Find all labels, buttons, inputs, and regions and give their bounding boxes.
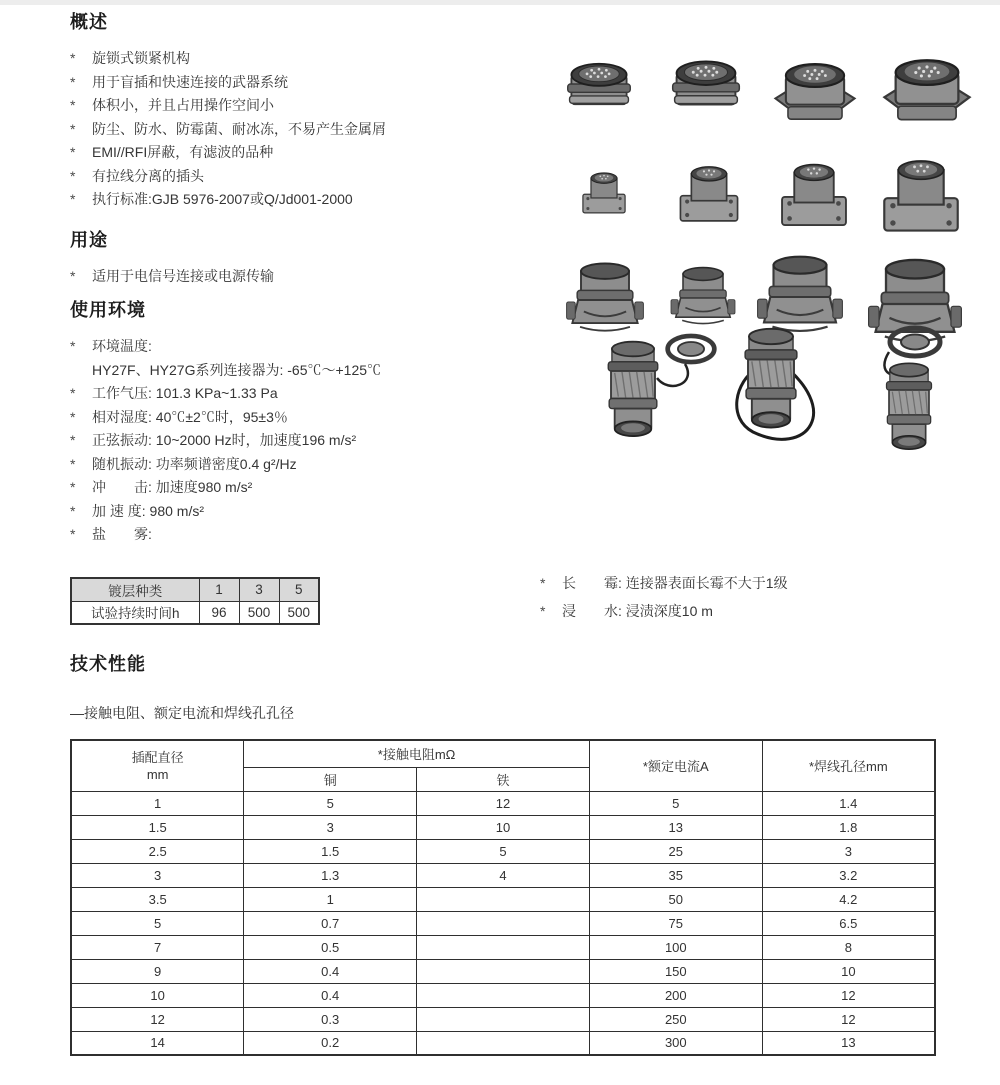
bullet-item <box>70 476 560 500</box>
bullet-text: 正弦振动: 10~2000 Hz时，加速度196 m/s² <box>92 432 357 448</box>
bullet-item <box>70 47 550 71</box>
plating-time-value: 500 <box>279 601 319 624</box>
cell-iron-resistance <box>417 911 590 935</box>
bullet-marker: * <box>70 432 76 448</box>
cell-diameter: 9 <box>71 959 244 983</box>
overview-list <box>70 47 550 212</box>
bullet-item <box>70 429 560 453</box>
table-row <box>71 887 935 911</box>
cell-diameter: 5 <box>71 911 244 935</box>
tech-title: 技术性能 <box>70 654 146 674</box>
section-usage <box>70 226 550 289</box>
cell-copper-resistance: 0.4 <box>244 983 417 1007</box>
bullet-marker: * <box>70 120 76 137</box>
connector-photo-collage <box>545 30 985 465</box>
bullet-marker: * <box>70 338 76 354</box>
table-row <box>71 1007 935 1031</box>
bullet-item <box>540 597 788 625</box>
plating-type-value: 3 <box>239 578 279 601</box>
bullet-text: 环境温度: <box>92 338 152 354</box>
connector-photo-svg <box>545 30 985 460</box>
bullet-text: 随机振动: 功率频谱密度0.4 g²/Hz <box>92 455 297 472</box>
table-row <box>71 911 935 935</box>
cell-rated-current: 100 <box>589 935 762 959</box>
bullet-marker: * <box>70 455 76 472</box>
bullet-item <box>70 335 560 359</box>
bullet-text: 执行标准:GJB 5976-2007或Q/Jd001-2000 <box>92 191 353 207</box>
bullet-text: 体积小，并且占用操作空间小 <box>92 97 274 113</box>
environment-list <box>70 335 560 547</box>
cell-copper-resistance: 0.5 <box>244 935 417 959</box>
bullet-item <box>70 141 550 165</box>
bullet-marker: * <box>540 603 546 619</box>
table-row <box>71 791 935 815</box>
bullet-text: EMI//RFI屏蔽，有滤波的品种 <box>92 144 274 160</box>
cell-solder-hole: 12 <box>762 983 935 1007</box>
col-header-diameter-text: 插配直径 <box>131 749 184 765</box>
cell-diameter: 10 <box>71 983 244 1007</box>
bullet-marker: * <box>70 385 76 401</box>
cell-diameter: 3.5 <box>71 887 244 911</box>
plating-time-label: 试验持续时间h <box>71 601 199 624</box>
col-header-diameter-unit: mm <box>146 766 169 782</box>
table-row <box>71 740 935 767</box>
cell-iron-resistance <box>417 959 590 983</box>
bullet-text: 旋锁式锁紧机构 <box>92 50 190 66</box>
table-row <box>71 959 935 983</box>
table-row <box>71 1031 935 1055</box>
table-row <box>71 863 935 887</box>
overview-title: 概述 <box>70 12 108 32</box>
section-extra-environment <box>540 569 788 625</box>
bullet-text: 有拉线分离的插头 <box>92 167 204 184</box>
environment-title: 使用环境 <box>70 300 146 320</box>
bullet-item <box>70 265 550 289</box>
bullet-item <box>70 118 550 142</box>
bullet-text: 盐 雾: <box>92 526 152 542</box>
plating-duration-table <box>70 577 320 625</box>
bullet-marker: * <box>540 575 546 591</box>
bullet-marker: * <box>70 526 76 542</box>
cell-iron-resistance: 4 <box>417 863 590 887</box>
cell-copper-resistance: 1.5 <box>244 839 417 863</box>
cell-copper-resistance: 1.3 <box>244 863 417 887</box>
bullet-text: 冲 击: 加速度980 m/s² <box>92 479 253 495</box>
cell-iron-resistance: 10 <box>417 815 590 839</box>
bullet-item <box>70 188 550 212</box>
bullet-marker: * <box>70 167 76 184</box>
section-tech-performance <box>70 650 936 1056</box>
col-header-iron: 铁 <box>417 767 590 791</box>
plating-duration-table-wrap <box>70 577 320 625</box>
cell-solder-hole: 3 <box>762 839 935 863</box>
performance-table-body <box>71 791 935 1055</box>
cell-diameter: 12 <box>71 1007 244 1031</box>
bullet-item <box>70 94 550 118</box>
bullet-marker: * <box>70 191 76 207</box>
cell-diameter: 1.5 <box>71 815 244 839</box>
tech-subtitle: —接触电阻、额定电流和焊线孔孔径 <box>70 705 294 721</box>
col-header-solder-hole: *焊线孔径mm <box>762 740 935 791</box>
cell-iron-resistance: 12 <box>417 791 590 815</box>
cell-solder-hole: 4.2 <box>762 887 935 911</box>
bullet-text: 防尘、防水、防霉菌、耐冰冻，不易产生金属屑 <box>92 120 386 137</box>
table-row <box>71 578 319 601</box>
cell-copper-resistance: 0.2 <box>244 1031 417 1055</box>
col-header-rated-current: *额定电流A <box>589 740 762 791</box>
plating-time-value: 500 <box>239 601 279 624</box>
cell-iron-resistance <box>417 983 590 1007</box>
bullet-text: 适用于电信号连接或电源传输 <box>92 268 274 284</box>
bullet-text: 浸 水: 浸渍深度10 m <box>562 603 713 619</box>
cell-copper-resistance: 0.4 <box>244 959 417 983</box>
bullet-marker: * <box>70 97 76 113</box>
bullet-item <box>70 406 560 430</box>
performance-table-head <box>71 740 935 791</box>
table-row <box>71 935 935 959</box>
bullet-text: HY27F、HY27G系列连接器为: -65℃～+125℃ <box>92 361 382 378</box>
bullet-item <box>70 523 560 547</box>
section-environment <box>70 296 560 547</box>
cell-diameter: 2.5 <box>71 839 244 863</box>
cell-copper-resistance: 0.7 <box>244 911 417 935</box>
bullet-text: 工作气压: 101.3 KPa~1.33 Pa <box>92 385 278 401</box>
plating-type-value: 1 <box>199 578 239 601</box>
cell-iron-resistance: 5 <box>417 839 590 863</box>
cell-iron-resistance <box>417 887 590 911</box>
cell-rated-current: 75 <box>589 911 762 935</box>
bullet-marker: * <box>70 73 76 90</box>
bullet-item <box>70 359 560 383</box>
cell-iron-resistance <box>417 1007 590 1031</box>
cell-diameter: 7 <box>71 935 244 959</box>
bullet-item <box>70 453 560 477</box>
cell-copper-resistance: 0.3 <box>244 1007 417 1031</box>
usage-title: 用途 <box>70 230 108 250</box>
cell-rated-current: 200 <box>589 983 762 1007</box>
cell-rated-current: 150 <box>589 959 762 983</box>
table-row <box>71 601 319 624</box>
cell-solder-hole: 10 <box>762 959 935 983</box>
page-top-edge <box>0 0 1000 5</box>
cell-solder-hole: 8 <box>762 935 935 959</box>
bullet-text: 加 速 度: 980 m/s² <box>92 502 205 519</box>
cell-solder-hole: 1.4 <box>762 791 935 815</box>
cell-rated-current: 5 <box>589 791 762 815</box>
cell-copper-resistance: 3 <box>244 815 417 839</box>
cell-rated-current: 13 <box>589 815 762 839</box>
bullet-text: 长 霉: 连接器表面长霉不大于1级 <box>562 575 788 591</box>
cell-diameter: 3 <box>71 863 244 887</box>
cell-copper-resistance: 1 <box>244 887 417 911</box>
col-header-diameter <box>71 740 244 791</box>
bullet-marker: * <box>70 479 76 495</box>
cell-diameter: 14 <box>71 1031 244 1055</box>
section-overview <box>70 8 550 212</box>
bullet-item <box>70 500 560 524</box>
bullet-marker: * <box>70 268 76 284</box>
cell-solder-hole: 13 <box>762 1031 935 1055</box>
plating-type-value: 5 <box>279 578 319 601</box>
col-header-contact-resistance: *接触电阻mΩ <box>244 740 590 767</box>
cell-solder-hole: 3.2 <box>762 863 935 887</box>
usage-list <box>70 265 550 289</box>
cell-solder-hole: 1.8 <box>762 815 935 839</box>
plating-time-value: 96 <box>199 601 239 624</box>
cell-diameter: 1 <box>71 791 244 815</box>
bullet-marker: * <box>70 502 76 519</box>
cell-rated-current: 25 <box>589 839 762 863</box>
plating-type-label: 镀层种类 <box>71 578 199 601</box>
cell-rated-current: 300 <box>589 1031 762 1055</box>
bullet-item <box>70 165 550 189</box>
cell-solder-hole: 12 <box>762 1007 935 1031</box>
cell-copper-resistance: 5 <box>244 791 417 815</box>
cell-iron-resistance <box>417 935 590 959</box>
bullet-marker: * <box>70 408 76 425</box>
cell-iron-resistance <box>417 1031 590 1055</box>
cell-solder-hole: 6.5 <box>762 911 935 935</box>
bullet-text: 用于盲插和快速连接的武器系统 <box>92 73 288 90</box>
table-row <box>71 815 935 839</box>
col-header-copper: 铜 <box>244 767 417 791</box>
bullet-marker: * <box>70 50 76 66</box>
performance-table <box>70 739 936 1056</box>
extra-environment-list <box>540 569 788 625</box>
cell-rated-current: 35 <box>589 863 762 887</box>
bullet-marker: * <box>70 144 76 160</box>
table-row <box>71 839 935 863</box>
bullet-item <box>70 71 550 95</box>
bullet-item <box>540 569 788 597</box>
cell-rated-current: 50 <box>589 887 762 911</box>
bullet-text: 相对湿度: 40℃±2℃时，95±3％ <box>92 408 288 425</box>
bullet-item <box>70 382 560 406</box>
cell-rated-current: 250 <box>589 1007 762 1031</box>
table-row <box>71 983 935 1007</box>
